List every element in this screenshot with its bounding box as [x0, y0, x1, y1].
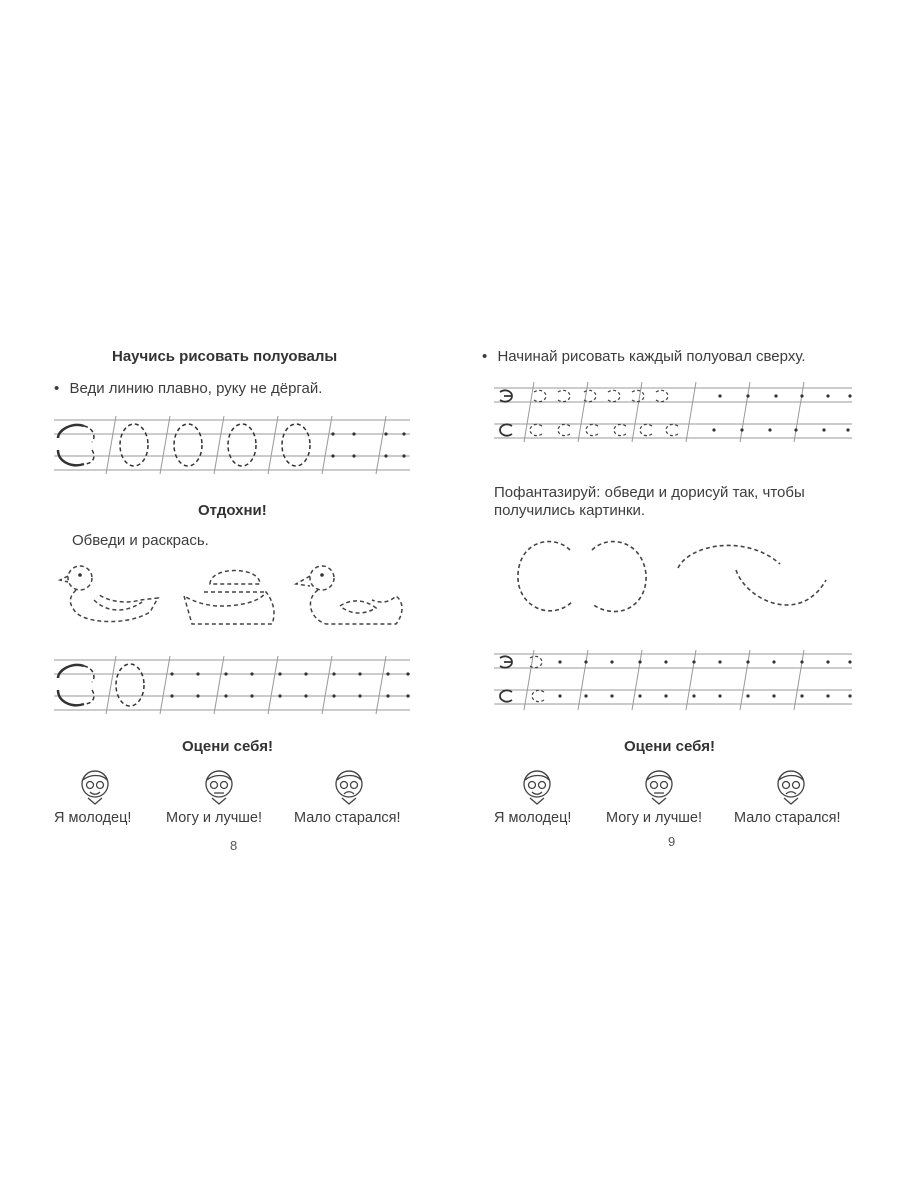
instruction-line — [54, 380, 322, 397]
boy-face-icon — [78, 766, 112, 806]
evaluate-heading: Оцени себя! — [624, 738, 715, 755]
instruction-text: Начинай рисовать каждый полуовал сверху. — [497, 348, 806, 365]
evaluate-option-can-better: Могу и лучше! — [606, 810, 702, 826]
rest-heading: Отдохни! — [198, 502, 267, 519]
boat-picture-icon — [180, 562, 280, 632]
boy-face-icon — [332, 766, 366, 806]
boy-face-icon — [202, 766, 236, 806]
fantasy-instruction-line-1: Пофантазируй: обведи и дорисуй так, чтобы — [494, 484, 805, 501]
evaluate-option-can-better: Могу и лучше! — [166, 810, 262, 826]
tracing-lines-semi-ovals-3 — [494, 382, 856, 446]
page-number: 9 — [668, 834, 676, 849]
fantasy-instruction-line-2: получились картинки. — [494, 502, 646, 519]
page-number: 8 — [230, 838, 238, 853]
evaluate-option-little-effort: Мало старался! — [734, 810, 841, 826]
boy-face-icon — [642, 766, 676, 806]
right-page — [470, 330, 870, 870]
rest-instruction: Обведи и раскрась. — [72, 532, 209, 549]
page-title: Научись рисовать полуовалы — [112, 348, 338, 365]
left-page — [40, 330, 430, 870]
boy-face-icon — [774, 766, 808, 806]
dashed-shapes-picture — [510, 530, 850, 630]
duck-picture-icon-2 — [292, 562, 408, 632]
evaluate-option-little-effort: Мало старался! — [294, 810, 401, 826]
tracing-lines-semi-ovals-4 — [494, 650, 856, 716]
bullet-icon: • — [482, 348, 488, 365]
evaluate-option-great: Я молодец! — [494, 810, 572, 826]
evaluate-option-great: Я молодец! — [54, 810, 132, 826]
boy-face-icon — [520, 766, 554, 806]
bullet-icon: • — [54, 380, 60, 397]
tracing-lines-semi-ovals-2 — [54, 656, 414, 716]
duck-picture-icon — [58, 562, 162, 632]
instruction-text: Веди линию плавно, руку не дёргай. — [69, 380, 323, 397]
tracing-lines-semi-ovals — [54, 416, 414, 476]
evaluate-heading: Оцени себя! — [182, 738, 273, 755]
instruction-line — [482, 348, 806, 365]
